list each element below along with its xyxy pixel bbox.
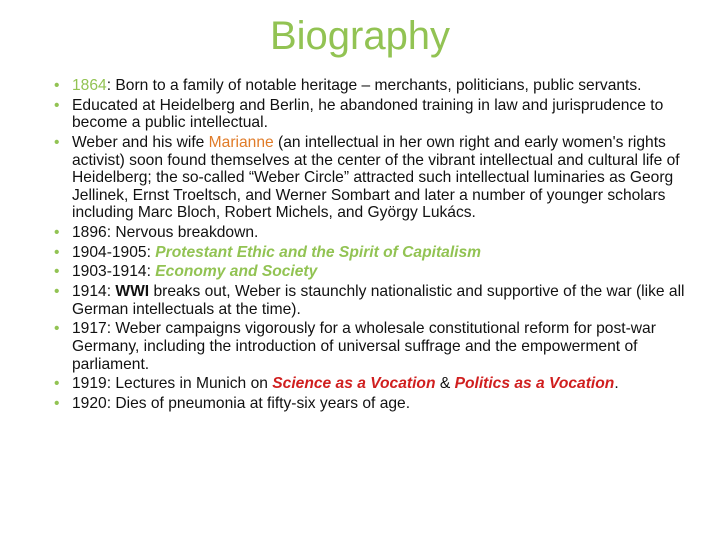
bullet-item-1919 [54,375,690,393]
bullet-text-end: . [614,375,619,393]
bullet-text: 1914: [72,283,116,301]
bullet-item-1904 [54,244,690,262]
bullet-dot: • [54,96,60,114]
bullet-text: 1896: Nervous breakdown. [72,224,259,242]
bullet-item-1914 [54,283,690,318]
bullet-dot: • [54,224,60,242]
bullet-text: 1920: Dies of pneumonia at fifty-six years of age. [72,394,411,412]
bullet-text-cont: (an intellectual in her own right and early women's rights activist) soon found themselves at the center of the vibrant intellectual and cultural life of Heidelberg; the so-called “Weber Circle” attracted such intellectual luminaries as Georg Jellinek, Ernst Troeltsch, and Werner Sombart and later a number of younger scholars including Marc Bloch, Robert Michels, and György Lukács. [72,133,680,222]
bullet-item-education [54,97,690,132]
bullet-text-cont: breaks out, Weber is staunchly nationalistic and supportive of the war (like all German intellectuals at the time). [72,283,685,318]
work-protestant-ethic: Protestant Ethic and the Spirit of Capitalism [155,243,482,261]
bullet-item-1896 [54,224,690,242]
bullet-dot: • [54,133,60,151]
slide-title: Biography [269,14,451,58]
bullet-dot: • [54,320,60,338]
bullet-dot: • [54,263,60,281]
year-1864: 1864 [72,77,107,94]
bullet-item-1920 [54,395,690,413]
bullet-dot: • [54,375,60,393]
bullet-text: : Born to a family of notable heritage – merchants, politicians, public servants. [106,77,642,94]
wwi-label: WWI [115,283,150,301]
bullet-item-1917 [54,320,690,373]
bullet-text-cont: & [435,375,455,393]
bullet-text: 1904-1905: [72,243,156,261]
bullet-dot: • [54,283,60,301]
bullet-text: 1919: Lectures in Munich on [72,375,273,393]
bullet-dot: • [54,243,60,261]
work-science-as-vocation: Science as a Vocation [272,375,436,393]
bullet-dot: • [54,394,60,412]
bullet-text: Educated at Heidelberg and Berlin, he abandoned training in law and jurisprudence to become a public intellectual. [72,96,664,132]
bullet-item-weber-circle [54,134,690,222]
work-economy-and-society: Economy and Society [155,263,318,281]
bullet-item-1903 [54,263,690,281]
work-politics-as-vocation: Politics as a Vocation [454,375,615,393]
bullet-item-1864 [54,77,690,95]
bullet-text: 1917: Weber campaigns vigorously for a wholesale constitutional reform for post-war Germany, including the introduction of universal suffrage and the empowerment of parliament. [72,320,656,373]
marianne-name: Marianne [208,133,274,151]
bullet-text: 1903-1914: [72,263,156,281]
bullet-text: Weber and his wife [72,133,209,151]
bullet-list [54,77,690,415]
bullet-dot: • [54,77,60,94]
